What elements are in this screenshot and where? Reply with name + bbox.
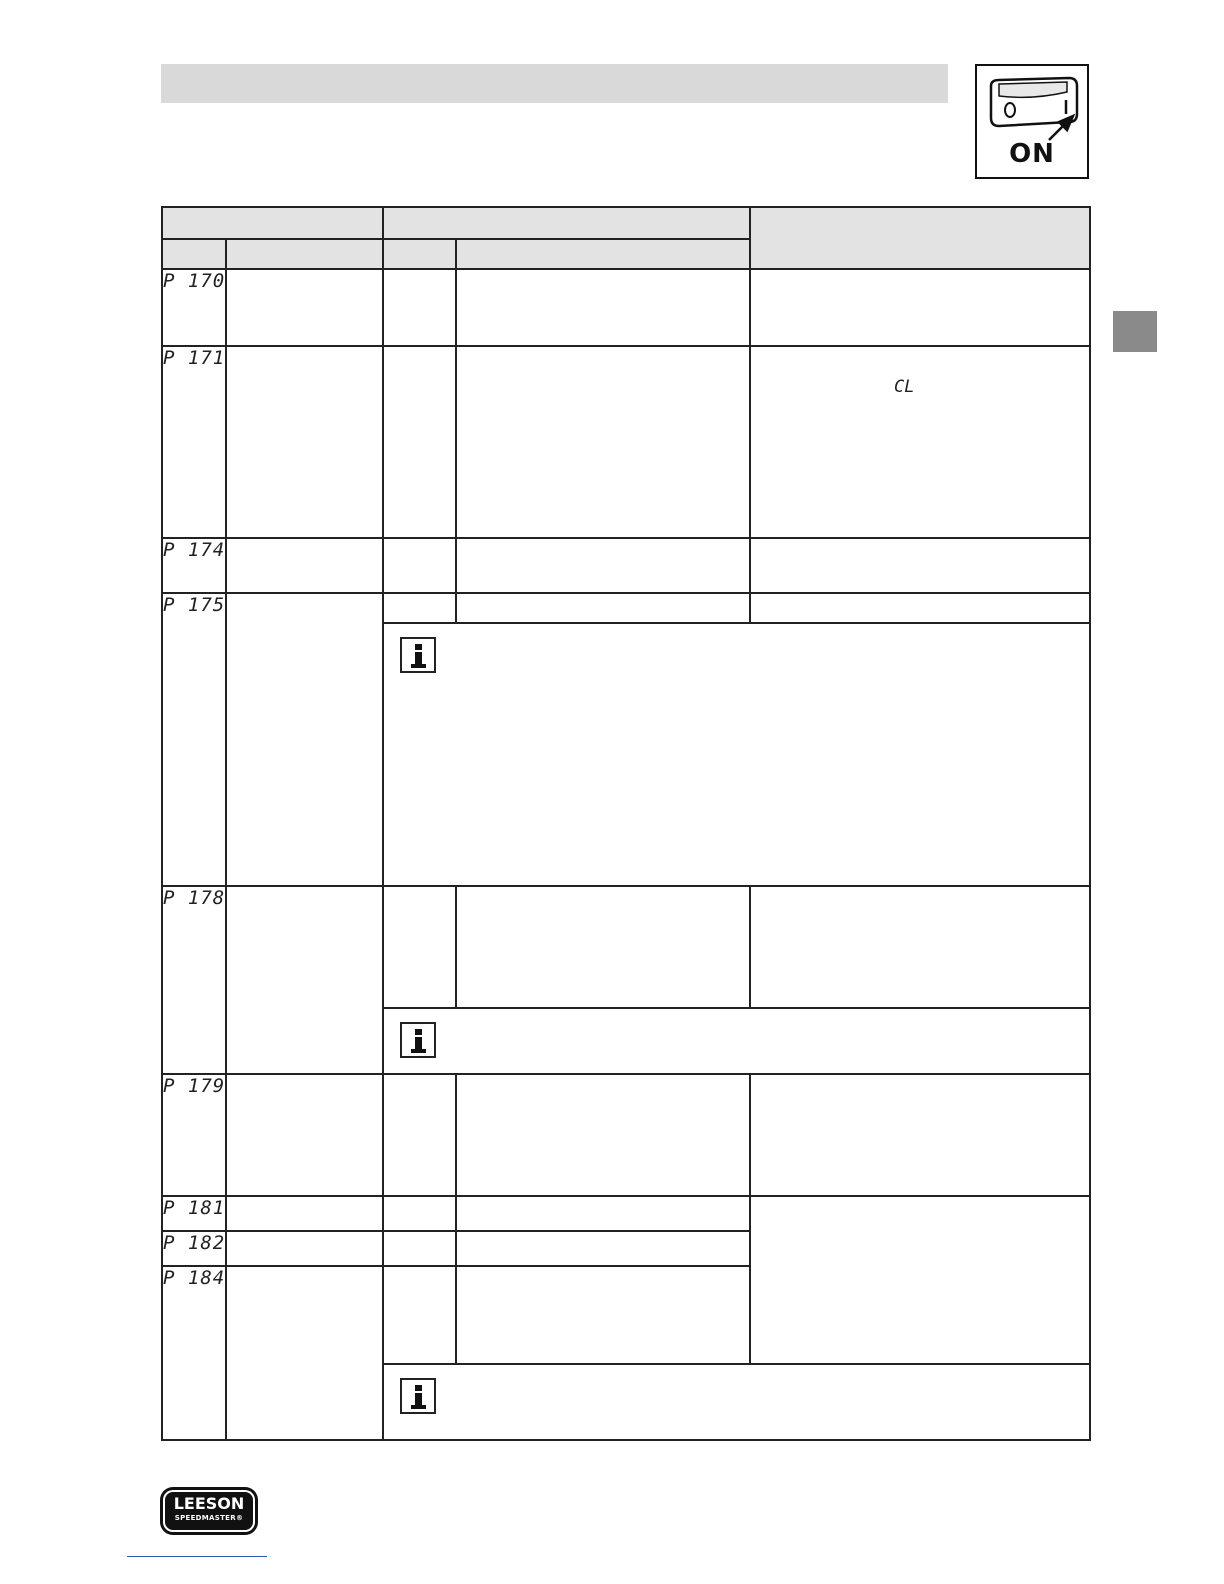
parameter-name xyxy=(226,1074,383,1196)
parameter-table xyxy=(161,206,1091,1441)
parameter-selection xyxy=(456,593,750,623)
parameter-code: P 178 xyxy=(162,886,226,1074)
parameter-name xyxy=(226,538,383,593)
logo-brand: LEESON xyxy=(173,1494,245,1513)
footer-link-underline xyxy=(127,1556,267,1557)
parameter-selection xyxy=(456,346,750,537)
info-note xyxy=(383,1364,1090,1440)
parameter-selection xyxy=(456,1074,750,1196)
info-icon xyxy=(400,1022,436,1058)
parameter-default xyxy=(383,1231,456,1266)
parameter-code: P 182 xyxy=(162,1231,226,1266)
parameter-notes xyxy=(750,886,1090,1008)
header-setting-range-group xyxy=(383,207,750,239)
table-row xyxy=(162,346,1090,537)
parameter-name xyxy=(226,1196,383,1231)
header-code xyxy=(162,239,226,269)
parameter-notes xyxy=(750,538,1090,593)
parameter-selection xyxy=(456,886,750,1008)
table-row xyxy=(162,593,1090,623)
header-default xyxy=(383,239,456,269)
parameter-default xyxy=(383,269,456,346)
parameter-code: P 174 xyxy=(162,538,226,593)
parameter-code: P 170 xyxy=(162,269,226,346)
table-row xyxy=(162,538,1090,593)
display-value: CL xyxy=(894,377,915,398)
parameter-selection xyxy=(456,1266,750,1363)
parameter-default xyxy=(383,1196,456,1231)
parameter-selection xyxy=(456,269,750,346)
header-important xyxy=(750,207,1090,269)
parameter-notes xyxy=(750,269,1090,346)
leeson-logo xyxy=(163,1490,255,1532)
parameter-code: P 171 xyxy=(162,346,226,537)
info-note xyxy=(383,1008,1090,1074)
header-selection xyxy=(456,239,750,269)
parameter-code: P 175 xyxy=(162,593,226,886)
parameter-name xyxy=(226,1231,383,1266)
info-icon xyxy=(400,637,436,673)
on-label: ON xyxy=(1009,139,1055,169)
parameter-default xyxy=(383,346,456,537)
parameter-default xyxy=(383,593,456,623)
parameter-default xyxy=(383,886,456,1008)
parameter-name xyxy=(226,1266,383,1440)
parameter-notes xyxy=(750,593,1090,623)
power-on-switch-icon xyxy=(975,64,1089,179)
table-row xyxy=(162,1074,1090,1196)
table-row xyxy=(162,886,1090,1008)
parameter-code: P 184 xyxy=(162,1266,226,1440)
parameter-notes xyxy=(750,1196,1090,1363)
chapter-side-tab xyxy=(1113,311,1157,352)
parameter-name xyxy=(226,269,383,346)
parameter-code: P 179 xyxy=(162,1074,226,1196)
parameter-name xyxy=(226,346,383,537)
logo-sub: SPEEDMASTER® xyxy=(174,1514,244,1522)
parameter-selection xyxy=(456,1196,750,1231)
section-title-bar xyxy=(161,64,948,103)
parameter-default xyxy=(383,1266,456,1363)
header-parameter-group xyxy=(162,207,383,239)
parameter-code: P 181 xyxy=(162,1196,226,1231)
parameter-notes xyxy=(750,1074,1090,1196)
table-row xyxy=(162,269,1090,346)
parameter-name xyxy=(226,886,383,1074)
parameter-default xyxy=(383,1074,456,1196)
rocker-switch-icon xyxy=(977,70,1087,150)
info-icon xyxy=(400,1378,436,1414)
header-name xyxy=(226,239,383,269)
parameter-notes xyxy=(750,346,1090,537)
parameter-default xyxy=(383,538,456,593)
parameter-name xyxy=(226,593,383,886)
parameter-selection xyxy=(456,1231,750,1266)
info-note xyxy=(383,623,1090,886)
parameter-selection xyxy=(456,538,750,593)
table-row xyxy=(162,1196,1090,1231)
